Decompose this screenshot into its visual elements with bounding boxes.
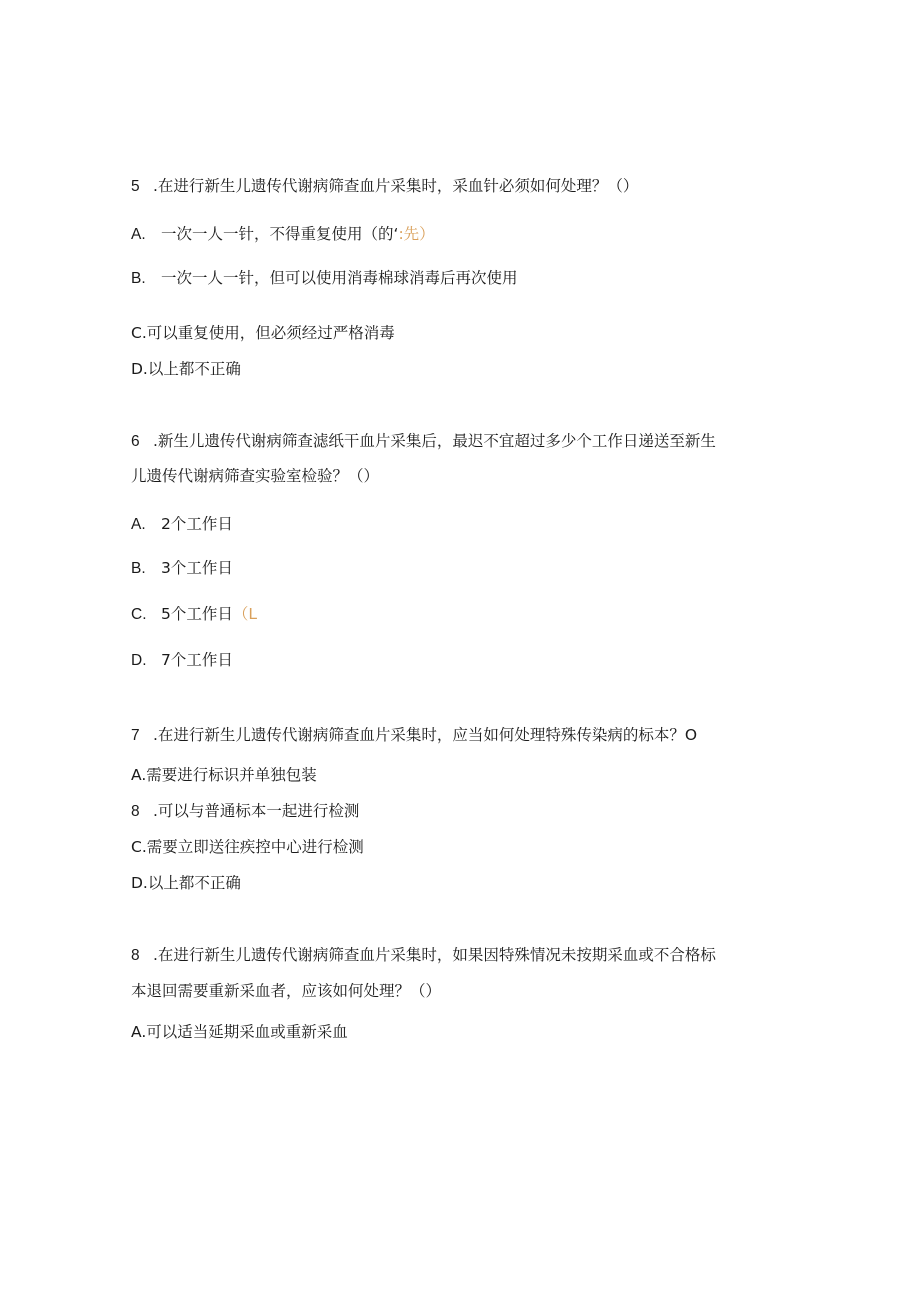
option-label: 8 [131, 803, 140, 820]
q5-option-d [131, 359, 241, 379]
question-8 [131, 945, 716, 966]
q6-option-b [131, 558, 233, 579]
q8-option-a [131, 1022, 348, 1042]
question-6 [131, 431, 716, 452]
q6-option-d [131, 650, 233, 671]
q5-option-b [131, 268, 518, 289]
question-text: 儿遗传代谢病筛查实验室检验？（） [131, 467, 380, 485]
option-label: C. [131, 606, 147, 623]
question-number: 6 [131, 433, 140, 450]
handwritten-note: （L [232, 605, 258, 623]
option-label: A. [131, 516, 146, 533]
option-text: D.以上都不正确 [131, 874, 241, 892]
question-8-continued [131, 981, 441, 1001]
option-text: D.以上都不正确 [131, 360, 241, 378]
option-text: C.需要立即送往疾控中心进行检测 [131, 838, 364, 856]
q6-option-a [131, 514, 233, 535]
option-text: 7个工作日 [161, 651, 233, 669]
option-text: 一次一人一针，但可以使用消毒棉球消毒后再次使用 [161, 269, 518, 287]
q7-option-a [131, 765, 317, 785]
question-6-continued [131, 466, 379, 486]
question-number: 8 [131, 947, 140, 964]
q5-option-c [131, 323, 395, 343]
option-text: C.可以重复使用，但必须经过严格消毒 [131, 324, 395, 342]
option-text: 一次一人一针，不得重复使用（的‘ [161, 225, 399, 243]
option-text: .可以与普通标本一起进行检测 [153, 802, 360, 820]
question-text: .在进行新生儿遗传代谢病筛查血片采集时，应当如何处理特殊传染病的标本？O [153, 726, 698, 744]
question-text: 本退回需要重新采血者，应该如何处理？（） [131, 982, 442, 1000]
option-label: B. [131, 560, 146, 577]
option-text: 3个工作日 [161, 559, 233, 577]
handwritten-note: :先） [398, 225, 435, 243]
q7-option-c [131, 837, 364, 857]
option-label: B. [131, 270, 146, 287]
q7-option-d [131, 873, 241, 893]
question-5 [131, 176, 638, 197]
q6-option-c [131, 604, 257, 625]
option-text: 5个工作日 [161, 605, 233, 623]
question-number: 5 [131, 178, 140, 195]
option-label: A. [131, 226, 146, 243]
q5-option-a [131, 224, 435, 245]
option-label: D. [131, 652, 147, 669]
option-text: A.可以适当延期采血或重新采血 [131, 1023, 348, 1041]
question-text: .新生儿遗传代谢病筛查滤纸干血片采集后，最迟不宜超过多少个工作日递送至新生 [153, 432, 716, 450]
question-number: 7 [131, 727, 140, 744]
option-text: 2个工作日 [161, 515, 233, 533]
question-text: .在进行新生儿遗传代谢病筛查血片采集时，如果因特殊情况未按期采血或不合格标 [153, 946, 716, 964]
q7-option-b [131, 801, 359, 822]
option-text: A.需要进行标识并单独包装 [131, 766, 317, 784]
question-text: .在进行新生儿遗传代谢病筛查血片采集时，采血针必须如何处理？（） [153, 177, 639, 195]
question-7 [131, 725, 697, 746]
